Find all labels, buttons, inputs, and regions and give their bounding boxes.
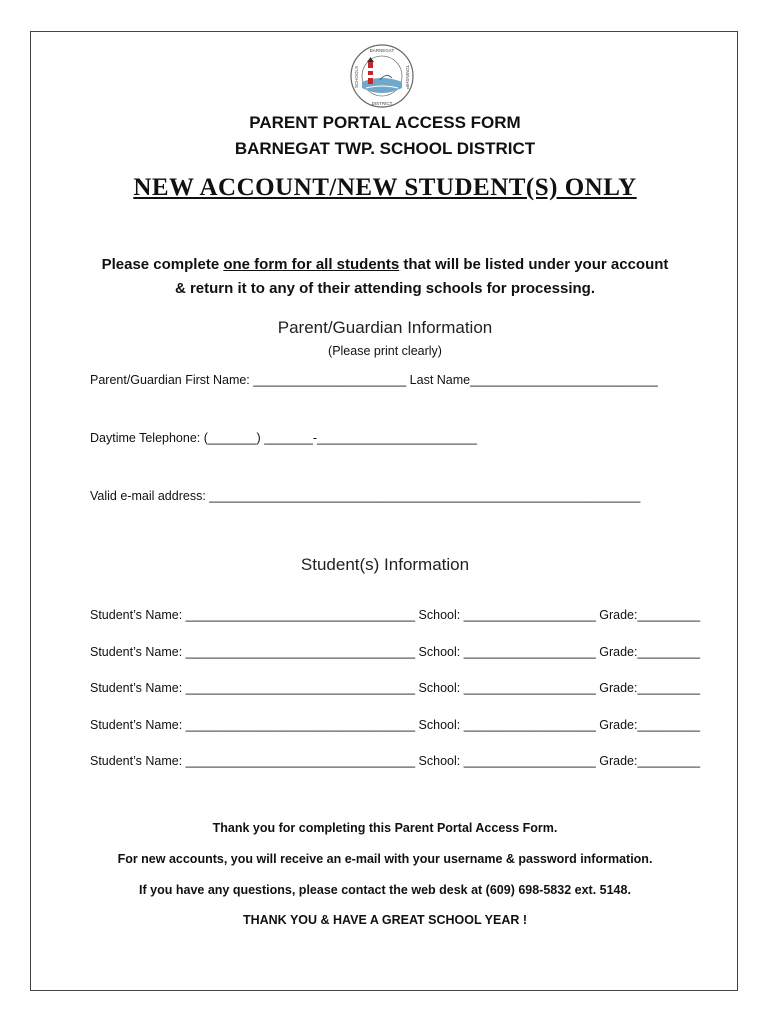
- instructions-text-tail: that will be listed under your account: [399, 256, 669, 273]
- student-row[interactable]: Student’s Name: _________________________________ School: ___________________ Grade:_________: [90, 681, 701, 695]
- closing-note: THANK YOU & HAVE A GREAT SCHOOL YEAR !: [242, 913, 528, 927]
- seal-text-top: BARNEGAT: [369, 48, 395, 53]
- instructions-text: Please complete: [101, 256, 224, 273]
- instructions-line-2: & return it to any of their attending schools for processing.: [174, 280, 596, 297]
- district-seal-logo: [350, 44, 414, 108]
- student-row[interactable]: Student’s Name: _________________________________ School: ___________________ Grade:_________: [90, 718, 701, 732]
- seal-text-left: SCHOOLS: [354, 65, 359, 89]
- email-field[interactable]: Valid e-mail address: ______________________________________________________________: [90, 489, 641, 503]
- form-type-banner: NEW ACCOUNT/NEW STUDENT(S) ONLY: [133, 174, 637, 201]
- form-title: PARENT PORTAL ACCESS FORM: [249, 113, 521, 132]
- district-name: BARNEGAT TWP. SCHOOL DISTRICT: [234, 139, 536, 158]
- instructions-line-1: [0, 256, 770, 273]
- seal-text-right: TOWNSHIP: [405, 64, 410, 90]
- instructions-emphasis: one form for all students: [223, 256, 400, 273]
- thank-you-note: Thank you for completing this Parent Portal Access Form.: [212, 821, 558, 835]
- student-row[interactable]: Student’s Name: _________________________________ School: ___________________ Grade:_________: [90, 754, 701, 768]
- print-clearly-note: (Please print clearly): [328, 344, 442, 358]
- student-row[interactable]: Student’s Name: _________________________________ School: ___________________ Grade:_________: [90, 608, 701, 622]
- contact-note: If you have any questions, please contact the web desk at (609) 698-5832 ext. 5148.: [139, 883, 631, 897]
- daytime-phone-field[interactable]: Daytime Telephone: (_______) _______-_______________________: [90, 431, 477, 445]
- student-section-heading: Student(s) Information: [300, 555, 470, 574]
- student-row[interactable]: Student’s Name: _________________________________ School: ___________________ Grade:_________: [90, 645, 701, 659]
- parent-name-field[interactable]: Parent/Guardian First Name: ______________________ Last Name___________________________: [90, 373, 658, 387]
- seal-text-bottom: DISTRICT: [371, 101, 393, 106]
- parent-section-heading: Parent/Guardian Information: [277, 318, 493, 337]
- new-account-note: For new accounts, you will receive an e-mail with your username & password information.: [117, 852, 653, 866]
